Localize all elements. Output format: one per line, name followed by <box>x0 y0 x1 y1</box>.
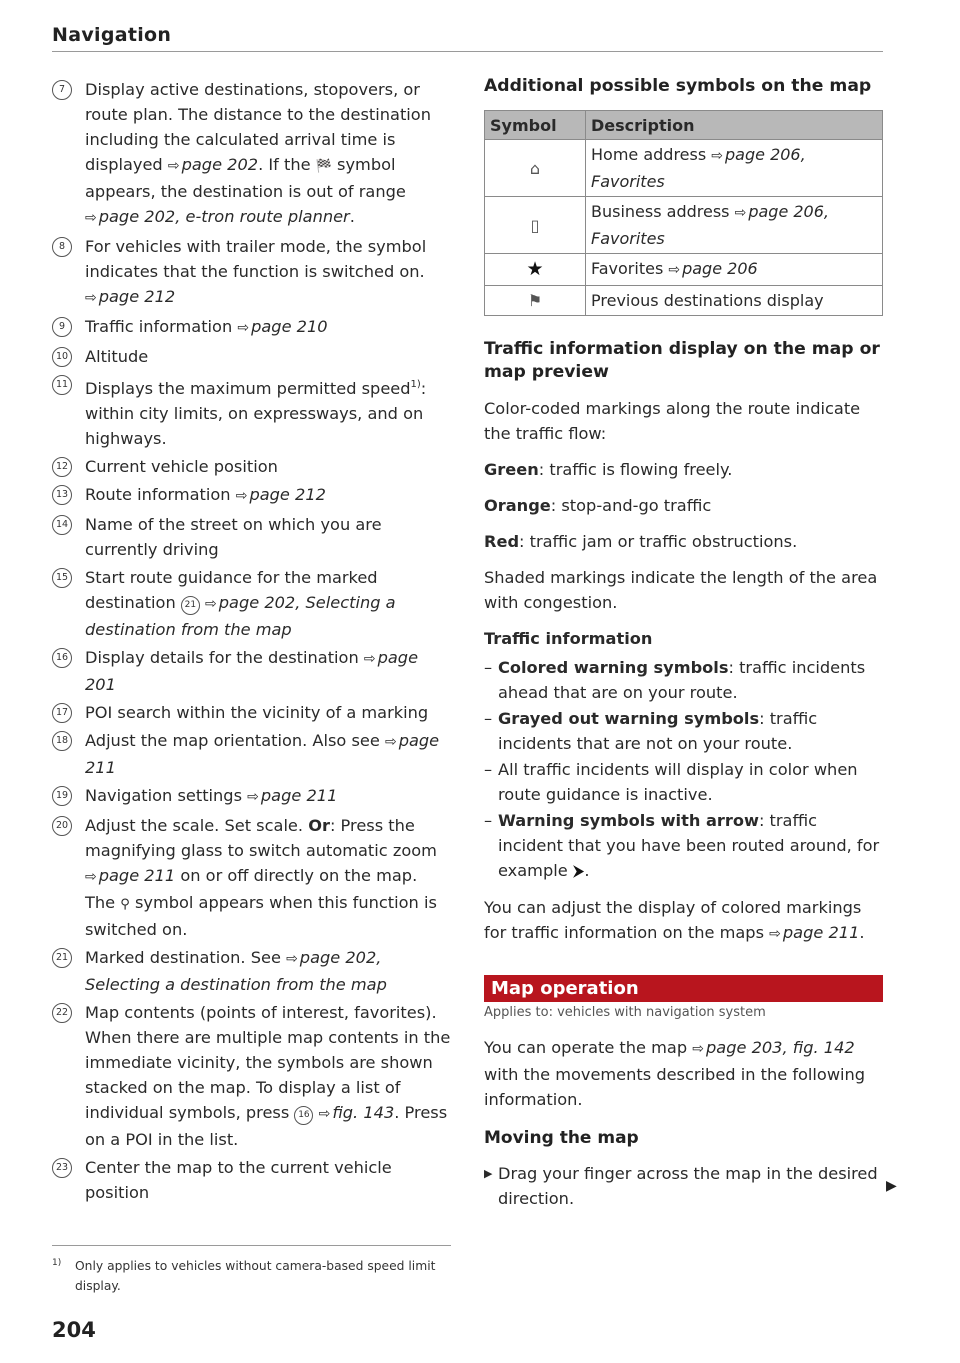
list-item: – Warning symbols with arrow: traffic incident that you have been routed around, for example ⮞. <box>484 808 884 883</box>
footnote-text: Only applies to vehicles without camera-based speed limit display. <box>75 1259 436 1293</box>
inline-callout-number: 16 <box>294 1106 313 1125</box>
ref-arrow-icon: ⇨ <box>167 158 180 174</box>
callout-number: 21 <box>52 948 72 968</box>
callout-item <box>52 813 452 942</box>
callout-text: Navigation settings <box>85 786 248 805</box>
orange-label: Orange <box>484 496 551 515</box>
callout-number: 20 <box>52 816 72 836</box>
ref-arrow-icon: ⇨ <box>237 320 250 336</box>
callout-item <box>52 783 452 810</box>
col-header-description: Description <box>586 111 883 140</box>
page-number: 204 <box>52 1318 96 1342</box>
ref-arrow-icon: ⇨ <box>384 734 397 750</box>
callout-item <box>52 728 452 780</box>
callout-number: 18 <box>52 731 72 751</box>
right-column <box>484 75 884 1211</box>
ref-arrow-icon: ⇨ <box>668 262 681 278</box>
callout-number: 10 <box>52 347 72 367</box>
ref-arrow-icon: ⇨ <box>85 869 97 885</box>
callout-text: symbol appears when this function is switched on. <box>85 893 437 939</box>
step-drag-map: ▶ Drag your finger across the map in the desired direction. <box>484 1161 884 1211</box>
traffic-shaded: Shaded markings indicate the length of the area with congestion. <box>484 568 878 612</box>
callout-number: 15 <box>52 568 72 588</box>
star-icon: ★ <box>526 258 544 280</box>
page-reference-link[interactable]: page 212 <box>249 485 326 504</box>
callout-number: 19 <box>52 786 72 806</box>
ref-arrow-icon: ⇨ <box>85 210 97 226</box>
table-row <box>485 140 883 197</box>
moving-map-heading: Moving the map <box>484 1128 639 1148</box>
dash-marker: – <box>484 811 493 830</box>
callout-item <box>52 645 452 697</box>
callout-item <box>52 512 452 562</box>
dash-marker: – <box>484 760 493 779</box>
callout-text: Altitude <box>85 347 149 366</box>
callout-text: symbol appears, the destination is out of range <box>85 155 406 201</box>
callout-text: For vehicles with trailer mode, the symbol indicates that the function is switched on. <box>85 237 427 281</box>
callout-number: 23 <box>52 1158 72 1178</box>
callout-number: 14 <box>52 515 72 535</box>
routed-around-warning-icon: ⮞ <box>572 861 585 880</box>
callout-item <box>52 372 452 451</box>
bullet-term: Warning symbols with arrow <box>498 811 759 830</box>
bullet-text: : traffic incident that you have been routed around, for example <box>498 811 880 880</box>
callout-number: 11 <box>52 375 72 395</box>
callout-item <box>52 344 452 369</box>
ref-arrow-icon: ⇨ <box>318 1106 331 1122</box>
map-operation-banner: Map operation <box>484 975 883 1002</box>
footnote <box>52 1256 452 1296</box>
callout-text: . <box>349 207 355 226</box>
ref-arrow-icon: ⇨ <box>205 596 217 612</box>
red-label: Red <box>484 532 520 551</box>
callout-number: 22 <box>52 1003 72 1023</box>
callout-item <box>52 314 452 341</box>
callout-item <box>52 482 452 509</box>
callout-text: Map contents (points of interest, favorites). When there are multiple map contents in the immediate vicinity, the symbols are shown stacked on the map. To display a list of individual symbols, press <box>85 1003 451 1122</box>
page-reference-link[interactable]: page 202, e-tron route planner <box>98 207 350 226</box>
inline-callout-number: 21 <box>181 596 200 615</box>
callout-text: . Press on a POI in the list. <box>85 1103 448 1149</box>
header-divider <box>52 51 883 52</box>
page-reference-link[interactable]: page 206 <box>682 259 758 278</box>
symbols-heading: Additional possible symbols on the map <box>484 76 872 96</box>
ref-arrow-icon: ⇨ <box>692 1041 704 1057</box>
page-reference-link[interactable]: page 212 <box>98 287 176 306</box>
callout-item <box>52 945 452 997</box>
footnote-divider <box>52 1245 451 1246</box>
callout-number: 8 <box>52 237 72 257</box>
footnote-reference: 1) <box>410 379 421 390</box>
table-row <box>485 197 883 254</box>
callout-item <box>52 234 452 311</box>
callout-item <box>52 1000 452 1152</box>
callout-text: Displays the maximum permitted speed <box>85 379 411 398</box>
page-header-title: Navigation <box>52 24 172 46</box>
page-reference-link[interactable]: page 206, Favorites <box>591 145 806 191</box>
list-item <box>484 757 884 807</box>
page-reference-link[interactable]: page 211 <box>98 866 176 885</box>
callout-text <box>313 1103 318 1122</box>
green-text: : traffic is flowing freely. <box>538 460 733 479</box>
page-reference-link[interactable]: page 202 <box>181 155 259 174</box>
page-reference-link[interactable]: fig. 143 <box>332 1103 395 1122</box>
table-row <box>485 286 883 316</box>
symbol-description: Favorites <box>591 259 669 278</box>
callout-number: 7 <box>52 80 72 100</box>
flag-icon: ⚑ <box>527 291 543 310</box>
ref-arrow-icon: ⇨ <box>734 205 747 221</box>
continue-arrow-icon: ▶ <box>886 1178 897 1194</box>
callout-text: Adjust the map orientation. Also see <box>85 731 385 750</box>
bullet-text: : traffic incidents ahead that are on your route. <box>498 658 866 702</box>
adjust-ref[interactable]: page 211 <box>782 923 860 942</box>
page-reference-link[interactable]: page 202, Selecting a destination from the map <box>85 593 396 639</box>
callout-text: Route information <box>85 485 236 504</box>
page-reference-link[interactable]: page 211 <box>260 786 338 805</box>
ref-arrow-icon: ⇨ <box>363 651 376 667</box>
callout-text: Display active destinations, stopovers, or route plan. The distance to the destination including the calculated arrival time is displayed <box>85 80 431 174</box>
ref-arrow-icon: ⇨ <box>247 789 259 805</box>
symbol-description: Business address <box>591 202 735 221</box>
bullet-term: Grayed out warning symbols <box>498 709 760 728</box>
callout-item <box>52 454 452 479</box>
callout-text: Marked destination. See <box>85 948 287 967</box>
callout-text: . If the <box>258 155 316 174</box>
callout-text: Start route guidance for the marked destination <box>85 568 378 612</box>
red-text: : traffic jam or traffic obstructions. <box>519 532 798 551</box>
business-icon: ▯ <box>530 215 540 235</box>
map-operation-intro: You can operate the map ⇨ page 203, fig. 142 with the movements described in the following information. <box>484 1038 866 1109</box>
table-row <box>485 254 883 286</box>
callout-text: Center the map to the current vehicle position <box>85 1158 392 1202</box>
bullet-text: All traffic incidents will display in color when route guidance is inactive. <box>498 760 858 804</box>
applies-to: Applies to: vehicles with navigation system <box>484 1005 766 1020</box>
ref-arrow-icon: ⇨ <box>235 488 248 504</box>
traffic-intro: Color-coded markings along the route indicate the traffic flow: <box>484 399 861 443</box>
callout-text: Adjust the scale. Set scale. <box>85 816 309 835</box>
ref-arrow-icon: ⇨ <box>711 148 724 164</box>
callout-list <box>52 77 452 1208</box>
inline-symbol-icon: ⚲ <box>120 897 130 912</box>
list-item <box>484 655 884 705</box>
callout-text: on or off directly on the map. The <box>85 866 418 912</box>
symbols-table <box>484 110 883 316</box>
page-reference-link[interactable]: page 202, Selecting a destination from the map <box>85 948 387 994</box>
ref-arrow-icon: ⇨ <box>85 290 97 306</box>
dash-marker: – <box>484 709 493 728</box>
symbol-description: Previous destinations display <box>591 291 824 310</box>
adjust-text: You can adjust the display of colored markings for traffic information on the maps ⇨ page 211. <box>484 898 865 942</box>
ref-arrow-icon: ⇨ <box>769 926 781 942</box>
traffic-heading: Traffic information display on the map or map preview <box>484 339 880 382</box>
callout-text: POI search within the vicinity of a marking <box>85 703 429 722</box>
inline-symbol-icon: 🏁 <box>315 159 332 174</box>
callout-text: Display details for the destination <box>85 648 364 667</box>
page-reference-link[interactable]: page 211 <box>85 731 440 777</box>
traffic-info-heading: Traffic information <box>484 629 653 648</box>
step-marker-icon: ▶ <box>484 1167 493 1180</box>
page-reference-link[interactable]: page 206, Favorites <box>591 202 829 248</box>
callout-number: 13 <box>52 485 72 505</box>
callout-text: Or <box>308 816 330 835</box>
symbol-description: Home address <box>591 145 712 164</box>
callout-item <box>52 77 452 231</box>
callout-text: Current vehicle position <box>85 457 278 476</box>
traffic-red <box>484 529 884 554</box>
callout-number: 12 <box>52 457 72 477</box>
callout-item <box>52 1155 452 1205</box>
list-item <box>484 706 884 756</box>
page-reference-link[interactable]: page 201 <box>85 648 419 694</box>
callout-text: Traffic information <box>85 317 238 336</box>
traffic-bullets <box>484 655 884 883</box>
callout-text: Name of the street on which you are currently driving <box>85 515 382 559</box>
ref-arrow-icon: ⇨ <box>286 951 298 967</box>
col-header-symbol: Symbol <box>485 111 586 140</box>
dash-marker: – <box>484 658 493 677</box>
traffic-green <box>484 457 884 482</box>
orange-text: : stop-and-go traffic <box>550 496 712 515</box>
bullet-text: : traffic incidents that are not on your route. <box>498 709 818 753</box>
callout-item <box>52 700 452 725</box>
callout-text: : Press the magnifying glass to switch automatic zoom <box>85 816 437 860</box>
callout-text: : within city limits, on expressways, and on highways. <box>85 379 427 448</box>
page-reference-link[interactable]: page 210 <box>251 317 328 336</box>
map-operation-ref[interactable]: page 203, fig. 142 <box>706 1038 855 1057</box>
home-icon: ⌂ <box>529 158 541 178</box>
callout-number: 17 <box>52 703 72 723</box>
callout-item <box>52 565 452 642</box>
traffic-orange <box>484 493 884 518</box>
footnote-mark: 1) <box>52 1258 62 1268</box>
green-label: Green <box>484 460 539 479</box>
callout-number: 9 <box>52 317 72 337</box>
bullet-term: Colored warning symbols <box>498 658 729 677</box>
callout-number: 16 <box>52 648 72 668</box>
